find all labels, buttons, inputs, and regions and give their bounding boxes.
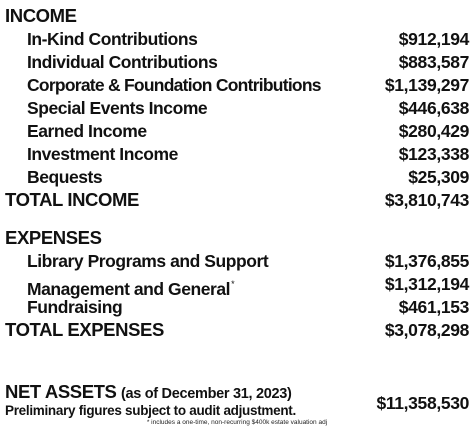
expense-value: $461,153 bbox=[398, 297, 469, 317]
expense-label: Library Programs and Support bbox=[27, 251, 269, 271]
expense-value: $1,312,194 bbox=[384, 274, 469, 294]
net-assets-label: NET ASSETS bbox=[5, 381, 117, 402]
preliminary-note: Preliminary figures subject to audit adjustment. bbox=[5, 403, 296, 418]
income-value: $912,194 bbox=[398, 29, 469, 49]
income-heading: INCOME bbox=[5, 5, 77, 26]
income-label: Corporate & Foundation Contributions bbox=[27, 75, 321, 95]
net-assets-value: $11,358,530 bbox=[376, 393, 469, 413]
expense-value: $1,376,855 bbox=[384, 251, 469, 271]
income-label: Bequests bbox=[27, 167, 103, 187]
footnote: * includes a one-time, non-recurring $400k estate valuation adj bbox=[146, 419, 328, 426]
income-value: $280,429 bbox=[398, 121, 469, 141]
income-label: Investment Income bbox=[27, 144, 178, 164]
expense-label: Management and General bbox=[27, 279, 231, 299]
expenses-heading: EXPENSES bbox=[5, 227, 102, 248]
income-value: $1,139,297 bbox=[384, 75, 469, 95]
income-value: $446,638 bbox=[398, 98, 469, 118]
income-label: In-Kind Contributions bbox=[27, 29, 198, 49]
expense-label: Fundraising bbox=[27, 297, 123, 317]
income-label: Special Events Income bbox=[27, 98, 208, 118]
total-expenses-label: TOTAL EXPENSES bbox=[5, 319, 164, 340]
income-value: $883,587 bbox=[398, 52, 469, 72]
income-label: Individual Contributions bbox=[27, 52, 218, 72]
income-value: $123,338 bbox=[398, 144, 469, 164]
total-income-label: TOTAL INCOME bbox=[5, 189, 139, 210]
income-value: $25,309 bbox=[408, 167, 469, 187]
income-label: Earned Income bbox=[27, 121, 147, 141]
footnote-marker: * bbox=[231, 279, 235, 289]
net-assets-date-note: (as of December 31, 2023) bbox=[120, 386, 292, 402]
total-expenses-value: $3,078,298 bbox=[384, 320, 469, 340]
net-assets-heading bbox=[5, 381, 292, 405]
total-income-value: $3,810,743 bbox=[384, 190, 469, 210]
